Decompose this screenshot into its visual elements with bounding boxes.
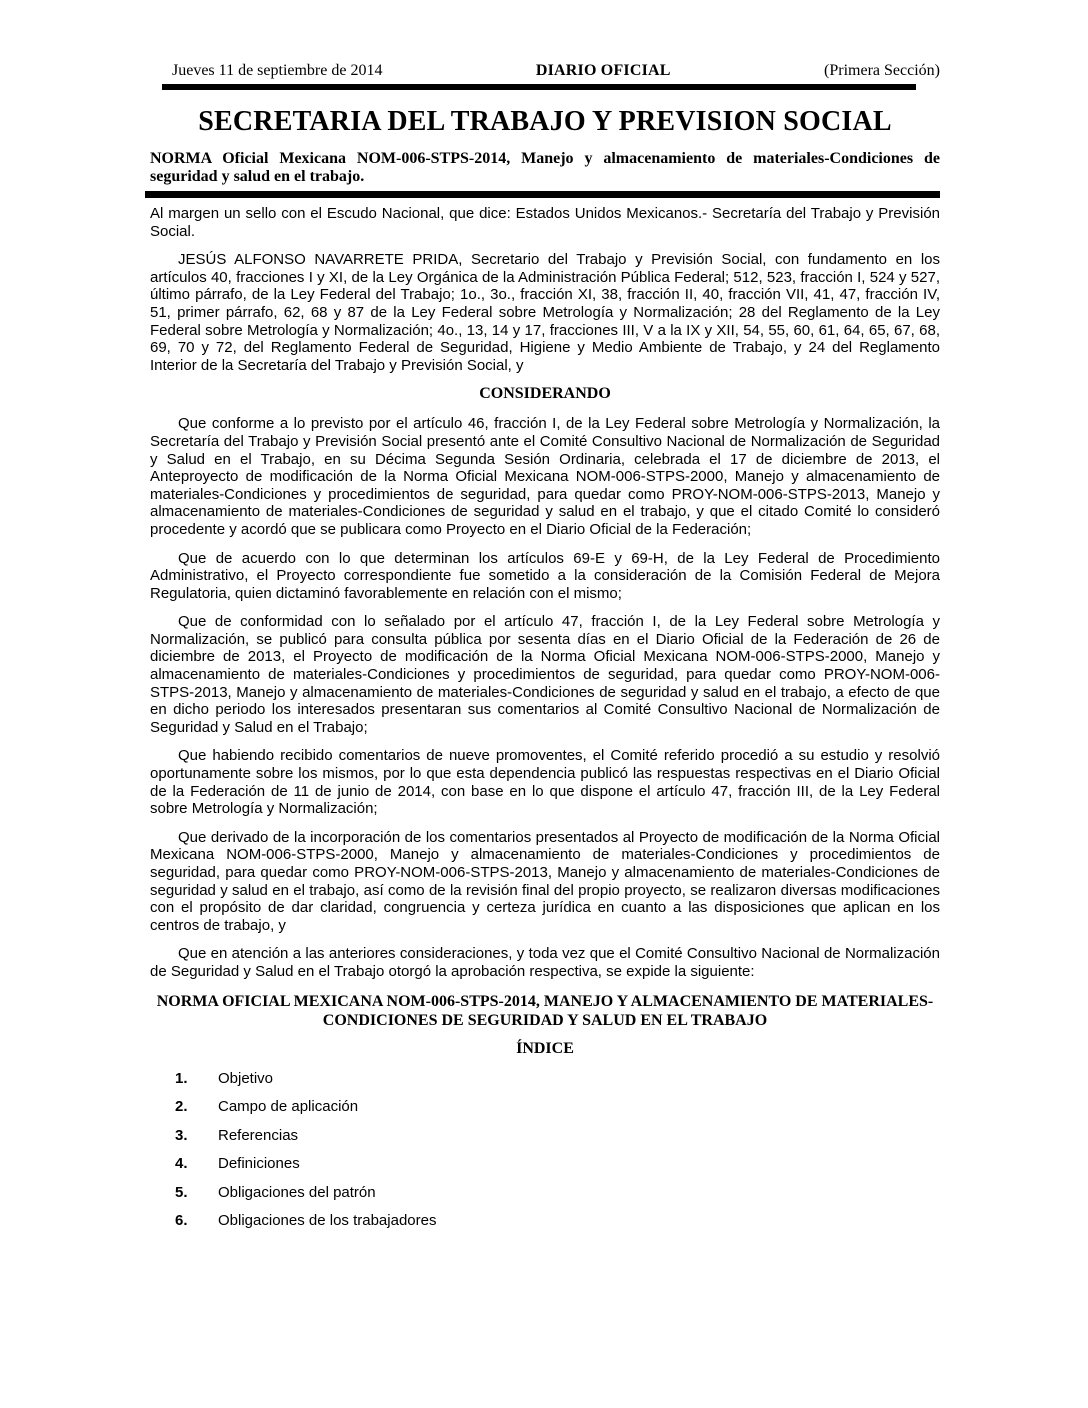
considerando-paragraph: Que conforme a lo previsto por el artículo 46, fracción I, de la Ley Federal sobre Metrología y Normalización, la Secretaría del Trabajo y Previsión Social presentó ante el Comité Consultivo Nacional de Normalización de Seguridad y Salud en el Trabajo, en su Décima Segunda Sesión Ordinaria, celebrada el 17 de diciembre de 2013, el Anteproyecto de modificación de la Norma Oficial Mexicana NOM-006-STPS-2000, Manejo y almacenamiento de materiales-Condiciones y procedimientos de seguridad, para quedar como PROY-NOM-006-STPS-2013, Manejo y almacenamiento de materiales-Condiciones de seguridad y salud en el trabajo, y que el citado Comité lo consideró procedente y acordó que se publicara como Proyecto en el Diario Oficial de la Federación; <box>150 415 940 538</box>
norma-lead-paragraph: NORMA Oficial Mexicana NOM-006-STPS-2014, Manejo y almacenamiento de materiales-Condiciones de seguridad y salud en el trabajo. <box>150 150 940 185</box>
norma-title-heading: NORMA OFICIAL MEXICANA NOM-006-STPS-2014, MANEJO Y ALMACENAMIENTO DE MATERIALES-CONDICIONES DE SEGURIDAD Y SALUD EN EL TRABAJO <box>156 992 934 1029</box>
considerando-heading: CONSIDERANDO <box>479 385 611 403</box>
divider-bar <box>145 191 940 198</box>
header-date: Jueves 11 de septiembre de 2014 <box>172 62 383 79</box>
considerando-paragraph: Que de acuerdo con lo que determinan los artículos 69-E y 69-H, de la Ley Federal de Procedimiento Administrativo, el Proyecto correspondiente fue sometido a la consideración de la Comisión Federal de Mejora Regulatoria, quien dictaminó favorablemente en relación con el mismo; <box>150 549 940 602</box>
header-publication: DIARIO OFICIAL <box>535 62 671 79</box>
indice-heading: ÍNDICE <box>516 1039 574 1057</box>
index-number: 6. <box>175 1212 188 1230</box>
index-number: 4. <box>175 1155 188 1173</box>
index-number: 3. <box>175 1126 188 1144</box>
list-item <box>150 1184 940 1202</box>
document-page <box>150 0 940 1230</box>
index-number: 2. <box>175 1098 188 1116</box>
considerando-paragraph: Que en atención a las anteriores consideraciones, y toda vez que el Comité Consultivo Nacional de Normalización de Seguridad y Salud en el Trabajo otorgó la aprobación respectiva, se expide la siguiente: <box>150 945 940 980</box>
considerando-paragraph: Que de conformidad con lo señalado por el artículo 47, fracción I, de la Ley Federal sobre Metrología y Normalización, se publicó para consulta pública por sesenta días en el Diario Oficial de la Federación de 26 de diciembre de 2013, el Proyecto de modificación de la Norma Oficial Mexicana NOM-006-STPS-2000, Manejo y almacenamiento de materiales-Condiciones y procedimientos de seguridad, para quedar como PROY-NOM-006-STPS-2013, Manejo y almacenamiento de materiales-Condiciones de seguridad y salud en el trabajo, a efecto de que en dicho periodo los interesados presentaran sus comentarios al Comité Consultivo Nacional de Normalización de Seguridad y Salud en el Trabajo; <box>150 613 940 736</box>
list-item <box>150 1155 940 1173</box>
page-title: SECRETARIA DEL TRABAJO Y PREVISION SOCIAL <box>198 106 892 137</box>
paragraph-fundamento: JESÚS ALFONSO NAVARRETE PRIDA, Secretario del Trabajo y Previsión Social, con fundamento en los artículos 40, fracciones I y XI, de la Ley Orgánica de la Administración Pública Federal; 512, 523, fracción I, 524 y 527, último párrafo, de la Ley Federal del Trabajo; 1o., 3o., fracción XI, 38, fracción II, 40, fracción VII, 41, 47, fracción IV, 51, primer párrafo, 62, 68 y 87 de la Ley Federal sobre Metrología y Normalización; 28 del Reglamento de la Ley Federal sobre Metrología y Normalización; 4o., 13, 14 y 17, fracciones III, V a la IX y XII, 54, 55, 60, 61, 64, 65, 67, 68, 69, 70 y 72, del Reglamento Federal de Seguridad, Higiene y Medio Ambiente de Trabajo, y 24 del Reglamento Interior de la Secretaría del Trabajo y Previsión Social, y <box>150 251 940 374</box>
considerando-paragraph: Que habiendo recibido comentarios de nueve promoventes, el Comité referido procedió a su estudio y resolvió oportunamente sobre los mismos, por lo que esta dependencia publicó las respuestas respectivas en el Diario Oficial de la Federación de 11 de junio de 2014, con base en lo que dispone el artículo 47, fracción III, de la Ley Federal sobre Metrología y Normalización; <box>150 747 940 818</box>
index-number: 5. <box>175 1183 188 1201</box>
running-header <box>150 62 940 80</box>
list-item <box>150 1212 940 1230</box>
list-item <box>150 1070 940 1088</box>
index-label: Obligaciones de los trabajadores <box>218 1212 437 1230</box>
considerando-paragraph: Que derivado de la incorporación de los comentarios presentados al Proyecto de modificación de la Norma Oficial Mexicana NOM-006-STPS-2000, Manejo y almacenamiento de materiales-Condiciones y procedimientos de seguridad, para quedar como PROY-NOM-006-STPS-2013, Manejo y almacenamiento de materiales-Condiciones de seguridad y salud en el trabajo, así como de la revisión final del propio proyecto, se realizaron diversas modificaciones con el propósito de dar claridad, congruencia y certeza jurídica en cuanto a las disposiciones que aplican en los centros de trabajo, y <box>150 828 940 934</box>
index-number: 1. <box>175 1069 188 1087</box>
index-list <box>150 1070 940 1230</box>
index-label: Referencias <box>218 1126 299 1144</box>
header-rule <box>162 84 916 90</box>
index-label: Obligaciones del patrón <box>218 1183 376 1201</box>
index-label: Campo de aplicación <box>218 1098 359 1116</box>
index-label: Definiciones <box>218 1155 300 1173</box>
header-section: (Primera Sección) <box>824 62 940 79</box>
list-item <box>150 1098 940 1116</box>
list-item <box>150 1127 940 1145</box>
paragraph-al-margen: Al margen un sello con el Escudo Nacional, que dice: Estados Unidos Mexicanos.- Secretaría del Trabajo y Previsión Social. <box>150 205 940 240</box>
index-label: Objetivo <box>218 1069 274 1087</box>
